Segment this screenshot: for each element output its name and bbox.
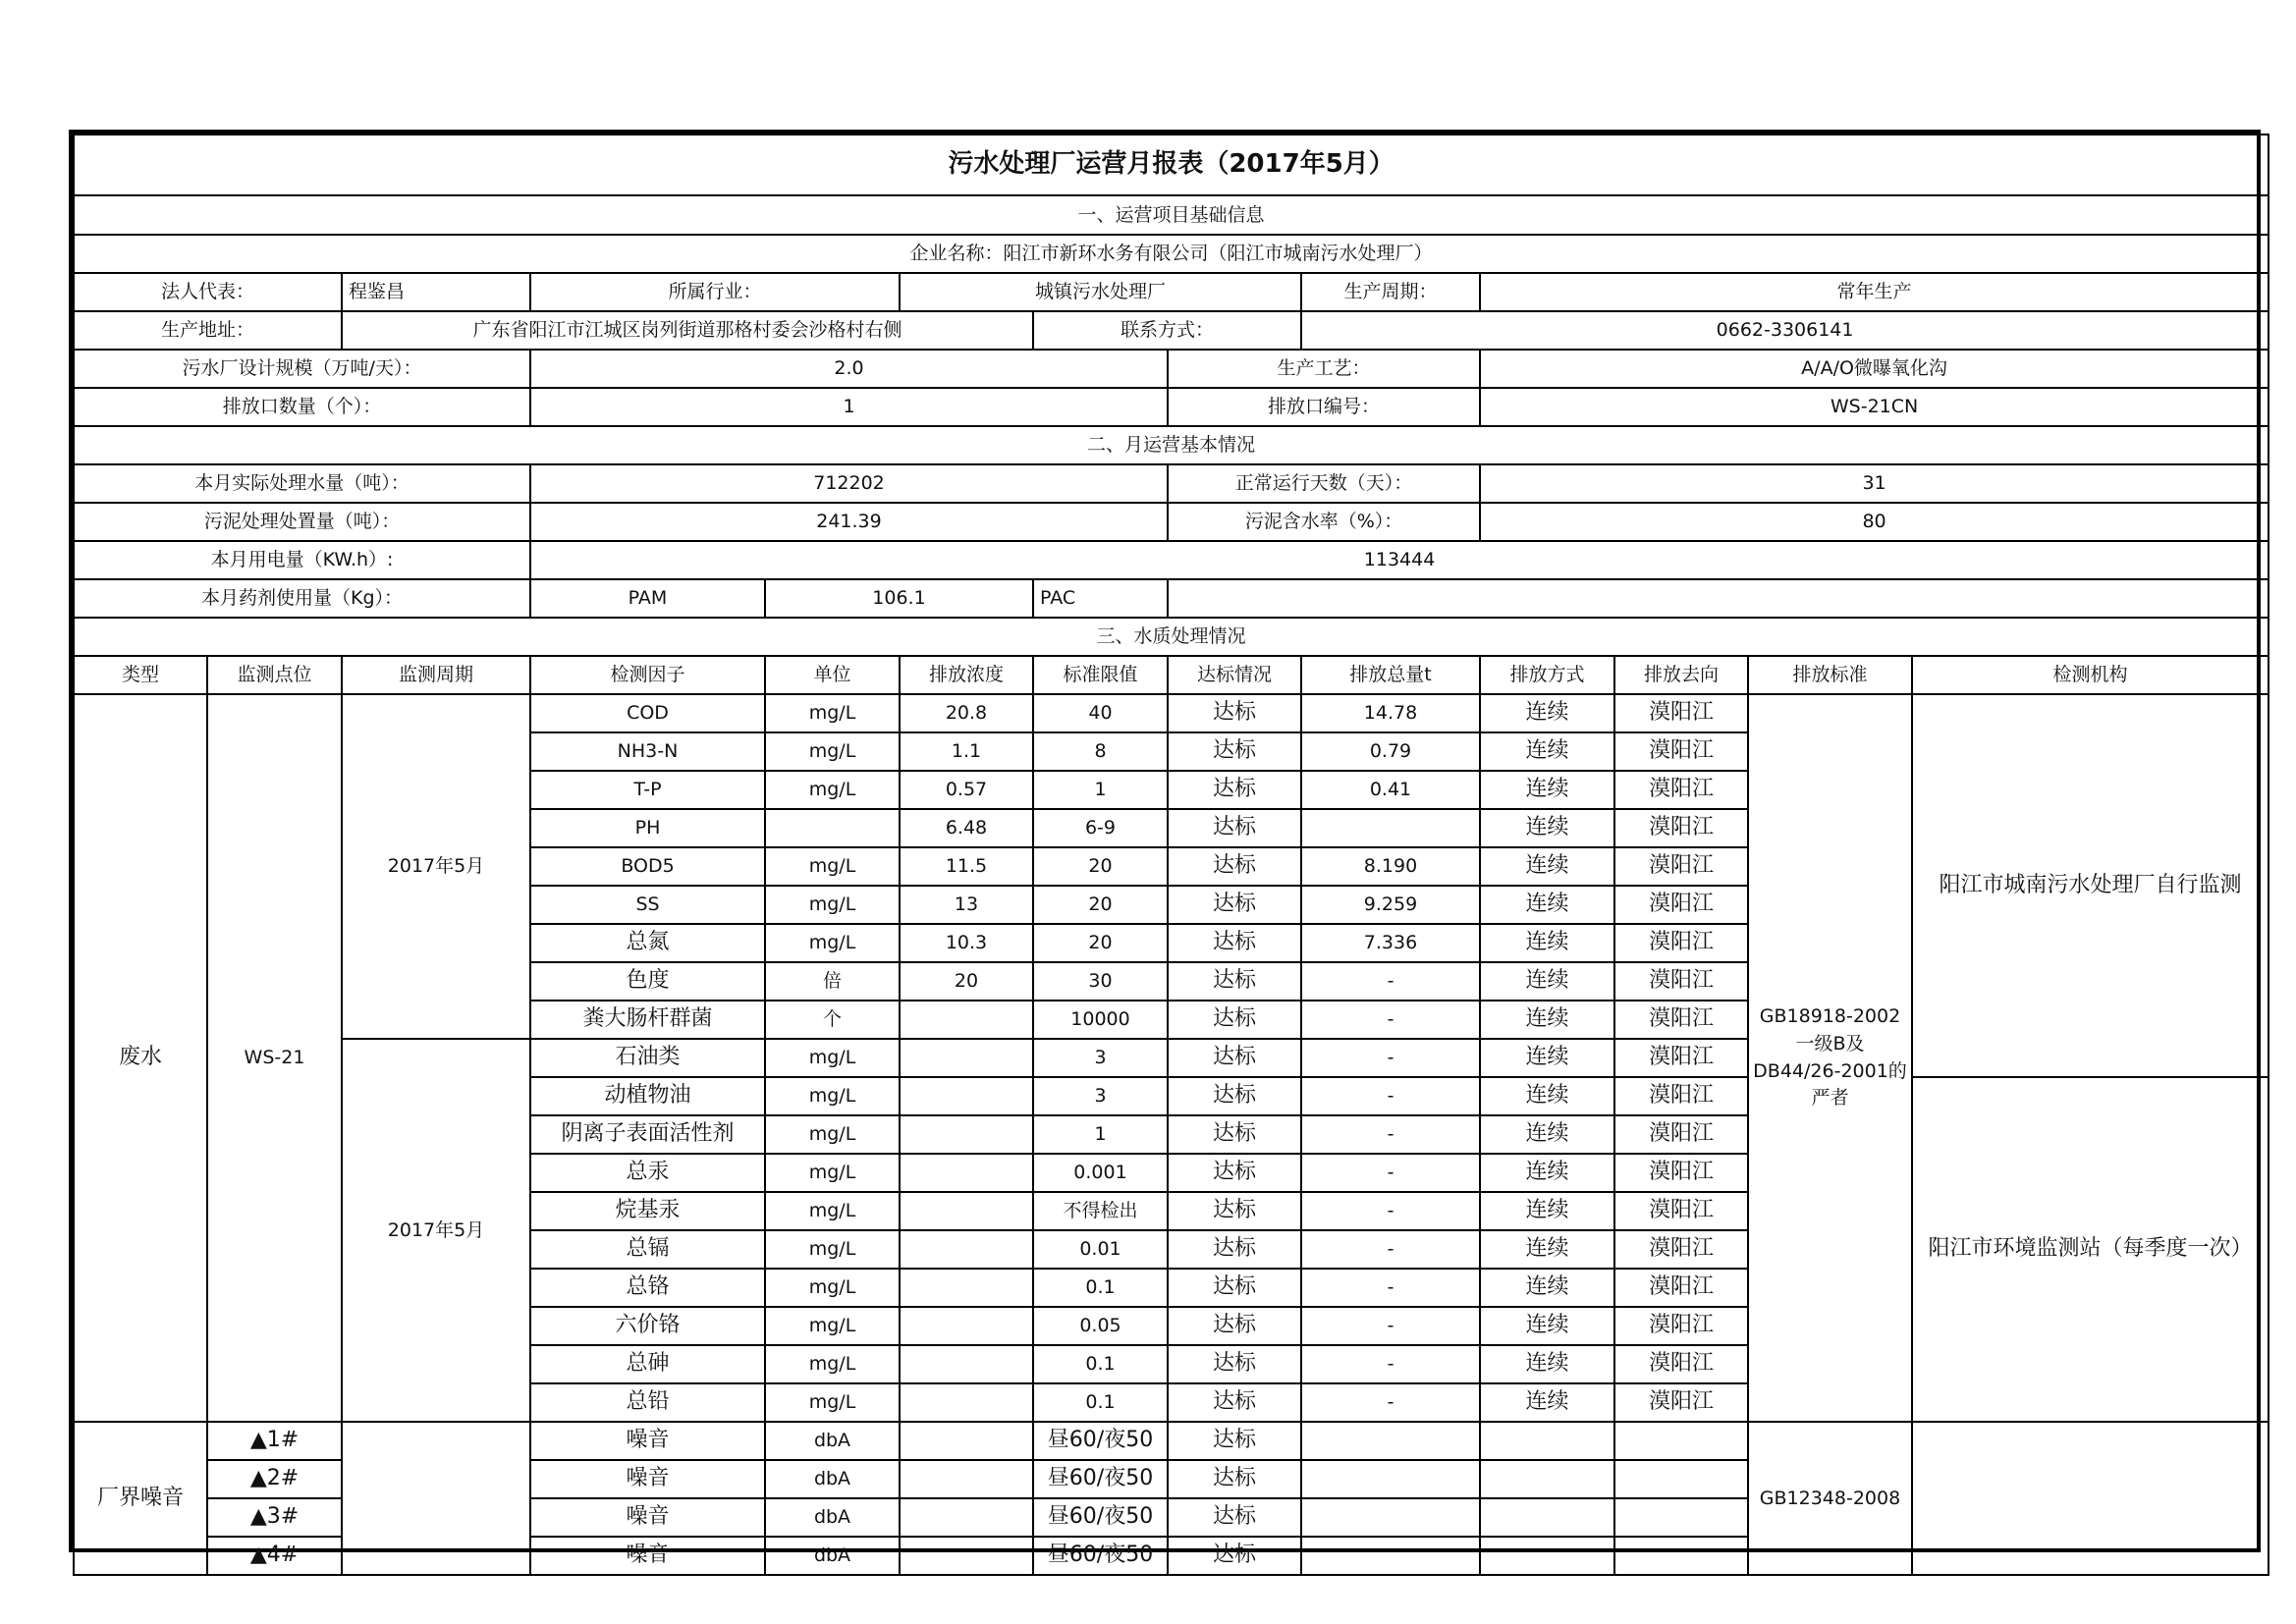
- status-cell: 达标: [1168, 886, 1301, 924]
- concentration-cell: [900, 1001, 1033, 1039]
- limit-cell: 40: [1033, 694, 1168, 732]
- wastewater-type: 废水: [74, 694, 207, 1422]
- concentration-cell: [900, 1192, 1033, 1230]
- outlet-count-label: 排放口数量（个）：: [74, 388, 530, 426]
- mode-cell: 连续: [1480, 962, 1614, 1001]
- pac-value: [1168, 579, 2269, 618]
- wastewater-point: WS-21: [207, 694, 342, 1422]
- concentration-cell: 1.1: [900, 732, 1033, 771]
- cycle-label: 生产周期：: [1301, 273, 1480, 311]
- limit-cell: 0.1: [1033, 1383, 1168, 1422]
- destination-cell: 漠阳江: [1614, 1383, 1748, 1422]
- pam-label: PAM: [530, 579, 765, 618]
- factor-cell: 六价铬: [530, 1307, 765, 1345]
- outlet-no-value: WS-21CN: [1480, 388, 2269, 426]
- pac-label: PAC: [1033, 579, 1168, 618]
- total-cell: 0.79: [1301, 732, 1480, 771]
- factor-cell: 总汞: [530, 1154, 765, 1192]
- status-cell: 达标: [1168, 1422, 1301, 1460]
- total-cell: -: [1301, 1077, 1480, 1115]
- column-header: 监测点位: [207, 656, 342, 694]
- destination-cell: 漠阳江: [1614, 1192, 1748, 1230]
- status-cell: 达标: [1168, 1498, 1301, 1537]
- unit-cell: mg/L: [765, 1154, 900, 1192]
- unit-cell: mg/L: [765, 1192, 900, 1230]
- industry-value: 城镇污水处理厂: [900, 273, 1301, 311]
- factor-cell: 噪音: [530, 1422, 765, 1460]
- monitoring-org-station: 阳江市环境监测站（每季度一次）: [1912, 1077, 2269, 1422]
- total-cell: -: [1301, 1001, 1480, 1039]
- power-value: 113444: [530, 541, 2269, 579]
- factor-cell: 阴离子表面活性剂: [530, 1115, 765, 1154]
- mode-cell: 连续: [1480, 809, 1614, 847]
- noise-point: ▲1#: [207, 1422, 342, 1460]
- unit-cell: mg/L: [765, 924, 900, 962]
- factor-cell: COD: [530, 694, 765, 732]
- table-row: [74, 1422, 2269, 1460]
- column-header: 排放浓度: [900, 656, 1033, 694]
- column-header: 达标情况: [1168, 656, 1301, 694]
- noise-type: 厂界噪音: [74, 1422, 207, 1575]
- destination-cell: 漠阳江: [1614, 694, 1748, 732]
- table-row: [74, 694, 2269, 732]
- limit-cell: 20: [1033, 924, 1168, 962]
- factor-cell: SS: [530, 886, 765, 924]
- industry-label: 所属行业：: [530, 273, 900, 311]
- limit-cell: 6-9: [1033, 809, 1168, 847]
- water-volume-value: 712202: [530, 464, 1168, 503]
- destination-cell: 漠阳江: [1614, 1115, 1748, 1154]
- mode-cell: 连续: [1480, 1115, 1614, 1154]
- contact-label: 联系方式：: [1033, 311, 1301, 350]
- concentration-cell: 20.8: [900, 694, 1033, 732]
- factor-cell: 粪大肠杆群菌: [530, 1001, 765, 1039]
- total-cell: 7.336: [1301, 924, 1480, 962]
- water-volume-label: 本月实际处理水量（吨）：: [74, 464, 530, 503]
- monthly-report: [69, 130, 2261, 1568]
- unit-cell: mg/L: [765, 886, 900, 924]
- cycle-value: 常年生产: [1480, 273, 2269, 311]
- column-header: 标准限值: [1033, 656, 1168, 694]
- column-header: 排放去向: [1614, 656, 1748, 694]
- unit-cell: mg/L: [765, 1115, 900, 1154]
- status-cell: 达标: [1168, 1269, 1301, 1307]
- limit-cell: 0.01: [1033, 1230, 1168, 1269]
- factor-cell: 石油类: [530, 1039, 765, 1077]
- mode-cell: 连续: [1480, 1307, 1614, 1345]
- unit-cell: dbA: [765, 1460, 900, 1498]
- limit-cell: 昼60/夜50: [1033, 1498, 1168, 1537]
- total-cell: -: [1301, 1154, 1480, 1192]
- status-cell: 达标: [1168, 771, 1301, 809]
- concentration-cell: 10.3: [900, 924, 1033, 962]
- limit-cell: 0.1: [1033, 1345, 1168, 1383]
- monitoring-period: 2017年5月: [342, 1039, 530, 1422]
- factor-cell: 总氮: [530, 924, 765, 962]
- destination-cell: [1614, 1422, 1748, 1460]
- mode-cell: 连续: [1480, 694, 1614, 732]
- factor-cell: 总砷: [530, 1345, 765, 1383]
- noise-period: [342, 1422, 530, 1575]
- total-cell: -: [1301, 1230, 1480, 1269]
- factor-cell: 色度: [530, 962, 765, 1001]
- quality-header-row: [74, 656, 2269, 694]
- mode-cell: 连续: [1480, 771, 1614, 809]
- concentration-cell: [900, 1269, 1033, 1307]
- sludge-value: 241.39: [530, 503, 1168, 541]
- status-cell: 达标: [1168, 1039, 1301, 1077]
- unit-cell: 倍: [765, 962, 900, 1001]
- outlet-no-label: 排放口编号：: [1168, 388, 1480, 426]
- concentration-cell: [900, 1345, 1033, 1383]
- unit-cell: mg/L: [765, 847, 900, 886]
- limit-cell: 10000: [1033, 1001, 1168, 1039]
- status-cell: 达标: [1168, 962, 1301, 1001]
- total-cell: [1301, 1460, 1480, 1498]
- contact-value: 0662-3306141: [1301, 311, 2269, 350]
- noise-standard: GB12348-2008: [1748, 1422, 1912, 1575]
- mode-cell: 连续: [1480, 1154, 1614, 1192]
- destination-cell: 漠阳江: [1614, 1039, 1748, 1077]
- mode-cell: 连续: [1480, 1192, 1614, 1230]
- total-cell: -: [1301, 1383, 1480, 1422]
- mode-cell: [1480, 1498, 1614, 1537]
- unit-cell: mg/L: [765, 1307, 900, 1345]
- total-cell: 14.78: [1301, 694, 1480, 732]
- destination-cell: 漠阳江: [1614, 847, 1748, 886]
- factor-cell: PH: [530, 809, 765, 847]
- unit-cell: mg/L: [765, 1077, 900, 1115]
- operating-days-value: 31: [1480, 464, 2269, 503]
- mode-cell: 连续: [1480, 1001, 1614, 1039]
- limit-cell: 30: [1033, 962, 1168, 1001]
- outlet-count-value: 1: [530, 388, 1168, 426]
- unit-cell: 个: [765, 1001, 900, 1039]
- mode-cell: 连续: [1480, 1039, 1614, 1077]
- limit-cell: 昼60/夜50: [1033, 1537, 1168, 1575]
- status-cell: 达标: [1168, 809, 1301, 847]
- limit-cell: 3: [1033, 1077, 1168, 1115]
- wastewater-standard: GB18918-2002一级B及DB44/26-2001的严者: [1748, 694, 1912, 1422]
- status-cell: 达标: [1168, 1537, 1301, 1575]
- factor-cell: 总镉: [530, 1230, 765, 1269]
- concentration-cell: 20: [900, 962, 1033, 1001]
- concentration-cell: [900, 1422, 1033, 1460]
- destination-cell: [1614, 1498, 1748, 1537]
- column-header: 类型: [74, 656, 207, 694]
- report-title: 污水处理厂运营月报表（2017年5月）: [74, 135, 2269, 195]
- unit-cell: mg/L: [765, 694, 900, 732]
- concentration-cell: [900, 1498, 1033, 1537]
- concentration-cell: [900, 1307, 1033, 1345]
- report-table: [73, 134, 2269, 1576]
- limit-cell: 昼60/夜50: [1033, 1422, 1168, 1460]
- destination-cell: 漠阳江: [1614, 1345, 1748, 1383]
- mode-cell: 连续: [1480, 924, 1614, 962]
- status-cell: 达标: [1168, 732, 1301, 771]
- mode-cell: [1480, 1422, 1614, 1460]
- pam-value: 106.1: [765, 579, 1033, 618]
- factor-cell: 总铅: [530, 1383, 765, 1422]
- total-cell: [1301, 1537, 1480, 1575]
- status-cell: 达标: [1168, 847, 1301, 886]
- status-cell: 达标: [1168, 1345, 1301, 1383]
- limit-cell: 0.05: [1033, 1307, 1168, 1345]
- status-cell: 达标: [1168, 1115, 1301, 1154]
- mode-cell: 连续: [1480, 732, 1614, 771]
- chemical-label: 本月药剂使用量（Kg）：: [74, 579, 530, 618]
- mode-cell: 连续: [1480, 1383, 1614, 1422]
- concentration-cell: [900, 1077, 1033, 1115]
- total-cell: -: [1301, 1345, 1480, 1383]
- unit-cell: dbA: [765, 1498, 900, 1537]
- destination-cell: 漠阳江: [1614, 732, 1748, 771]
- limit-cell: 20: [1033, 886, 1168, 924]
- destination-cell: 漠阳江: [1614, 962, 1748, 1001]
- section-3-heading: 三、水质处理情况: [74, 618, 2269, 656]
- unit-cell: mg/L: [765, 1269, 900, 1307]
- limit-cell: 不得检出: [1033, 1192, 1168, 1230]
- factor-cell: 烷基汞: [530, 1192, 765, 1230]
- concentration-cell: 11.5: [900, 847, 1033, 886]
- total-cell: [1301, 809, 1480, 847]
- unit-cell: dbA: [765, 1537, 900, 1575]
- total-cell: [1301, 1498, 1480, 1537]
- unit-cell: mg/L: [765, 1383, 900, 1422]
- unit-cell: mg/L: [765, 1345, 900, 1383]
- column-header: 单位: [765, 656, 900, 694]
- mode-cell: 连续: [1480, 847, 1614, 886]
- destination-cell: 漠阳江: [1614, 1077, 1748, 1115]
- destination-cell: 漠阳江: [1614, 1230, 1748, 1269]
- factor-cell: T-P: [530, 771, 765, 809]
- factor-cell: 噪音: [530, 1498, 765, 1537]
- total-cell: -: [1301, 1039, 1480, 1077]
- section-1-heading: 一、运营项目基础信息: [74, 195, 2269, 235]
- factor-cell: 动植物油: [530, 1077, 765, 1115]
- status-cell: 达标: [1168, 1192, 1301, 1230]
- mode-cell: 连续: [1480, 1345, 1614, 1383]
- unit-cell: mg/L: [765, 771, 900, 809]
- destination-cell: [1614, 1537, 1748, 1575]
- mode-cell: 连续: [1480, 1230, 1614, 1269]
- factor-cell: 噪音: [530, 1460, 765, 1498]
- process-label: 生产工艺：: [1168, 350, 1480, 388]
- factor-cell: 噪音: [530, 1537, 765, 1575]
- limit-cell: 8: [1033, 732, 1168, 771]
- total-cell: 8.190: [1301, 847, 1480, 886]
- sludge-moisture-value: 80: [1480, 503, 2269, 541]
- unit-cell: mg/L: [765, 1230, 900, 1269]
- limit-cell: 昼60/夜50: [1033, 1460, 1168, 1498]
- mode-cell: [1480, 1460, 1614, 1498]
- destination-cell: 漠阳江: [1614, 771, 1748, 809]
- status-cell: 达标: [1168, 1230, 1301, 1269]
- concentration-cell: [900, 1115, 1033, 1154]
- status-cell: 达标: [1168, 1077, 1301, 1115]
- mode-cell: 连续: [1480, 886, 1614, 924]
- power-label: 本月用电量（KW.h）:: [74, 541, 530, 579]
- total-cell: -: [1301, 1192, 1480, 1230]
- status-cell: 达标: [1168, 1307, 1301, 1345]
- capacity-value: 2.0: [530, 350, 1168, 388]
- status-cell: 达标: [1168, 1460, 1301, 1498]
- mode-cell: 连续: [1480, 1077, 1614, 1115]
- destination-cell: 漠阳江: [1614, 1154, 1748, 1192]
- address-value: 广东省阳江市江城区岗列街道那格村委会沙格村右侧: [342, 311, 1033, 350]
- status-cell: 达标: [1168, 1383, 1301, 1422]
- unit-cell: mg/L: [765, 732, 900, 771]
- column-header: 检测因子: [530, 656, 765, 694]
- status-cell: 达标: [1168, 924, 1301, 962]
- monitoring-org-self: 阳江市城南污水处理厂自行监测: [1912, 694, 2269, 1077]
- address-label: 生产地址：: [74, 311, 342, 350]
- monitoring-period: 2017年5月: [342, 694, 530, 1039]
- destination-cell: 漠阳江: [1614, 1001, 1748, 1039]
- process-value: A/A/O微曝氧化沟: [1480, 350, 2269, 388]
- destination-cell: 漠阳江: [1614, 1269, 1748, 1307]
- column-header: 排放方式: [1480, 656, 1614, 694]
- limit-cell: 1: [1033, 1115, 1168, 1154]
- limit-cell: 3: [1033, 1039, 1168, 1077]
- unit-cell: [765, 809, 900, 847]
- total-cell: -: [1301, 962, 1480, 1001]
- mode-cell: [1480, 1537, 1614, 1575]
- operating-days-label: 正常运行天数（天）：: [1168, 464, 1480, 503]
- factor-cell: NH3-N: [530, 732, 765, 771]
- concentration-cell: [900, 1383, 1033, 1422]
- limit-cell: 20: [1033, 847, 1168, 886]
- column-header: 排放标准: [1748, 656, 1912, 694]
- capacity-label: 污水厂设计规模（万吨/天）：: [74, 350, 530, 388]
- unit-cell: dbA: [765, 1422, 900, 1460]
- total-cell: -: [1301, 1115, 1480, 1154]
- column-header: 排放总量t: [1301, 656, 1480, 694]
- total-cell: 9.259: [1301, 886, 1480, 924]
- destination-cell: [1614, 1460, 1748, 1498]
- destination-cell: 漠阳江: [1614, 886, 1748, 924]
- factor-cell: BOD5: [530, 847, 765, 886]
- destination-cell: 漠阳江: [1614, 924, 1748, 962]
- limit-cell: 1: [1033, 771, 1168, 809]
- factor-cell: 总铬: [530, 1269, 765, 1307]
- limit-cell: 0.001: [1033, 1154, 1168, 1192]
- noise-point: ▲3#: [207, 1498, 342, 1537]
- concentration-cell: [900, 1039, 1033, 1077]
- status-cell: 达标: [1168, 1154, 1301, 1192]
- legal-rep-label: 法人代表：: [74, 273, 342, 311]
- concentration-cell: 0.57: [900, 771, 1033, 809]
- concentration-cell: [900, 1154, 1033, 1192]
- concentration-cell: [900, 1537, 1033, 1575]
- noise-point: ▲4#: [207, 1537, 342, 1575]
- unit-cell: mg/L: [765, 1039, 900, 1077]
- concentration-cell: [900, 1460, 1033, 1498]
- limit-cell: 0.1: [1033, 1269, 1168, 1307]
- column-header: 检测机构: [1912, 656, 2269, 694]
- total-cell: -: [1301, 1307, 1480, 1345]
- concentration-cell: 13: [900, 886, 1033, 924]
- sludge-moisture-label: 污泥含水率（%）：: [1168, 503, 1480, 541]
- column-header: 监测周期: [342, 656, 530, 694]
- concentration-cell: [900, 1230, 1033, 1269]
- concentration-cell: 6.48: [900, 809, 1033, 847]
- status-cell: 达标: [1168, 694, 1301, 732]
- section-2-heading: 二、月运营基本情况: [74, 426, 2269, 464]
- sludge-label: 污泥处理处置量（吨）：: [74, 503, 530, 541]
- legal-rep-value: 程鉴昌: [342, 273, 530, 311]
- total-cell: -: [1301, 1269, 1480, 1307]
- status-cell: 达标: [1168, 1001, 1301, 1039]
- noise-point: ▲2#: [207, 1460, 342, 1498]
- total-cell: [1301, 1422, 1480, 1460]
- noise-org: [1912, 1422, 2269, 1575]
- total-cell: 0.41: [1301, 771, 1480, 809]
- company-name: 企业名称：阳江市新环水务有限公司（阳江市城南污水处理厂）: [74, 235, 2269, 273]
- mode-cell: 连续: [1480, 1269, 1614, 1307]
- destination-cell: 漠阳江: [1614, 1307, 1748, 1345]
- destination-cell: 漠阳江: [1614, 809, 1748, 847]
